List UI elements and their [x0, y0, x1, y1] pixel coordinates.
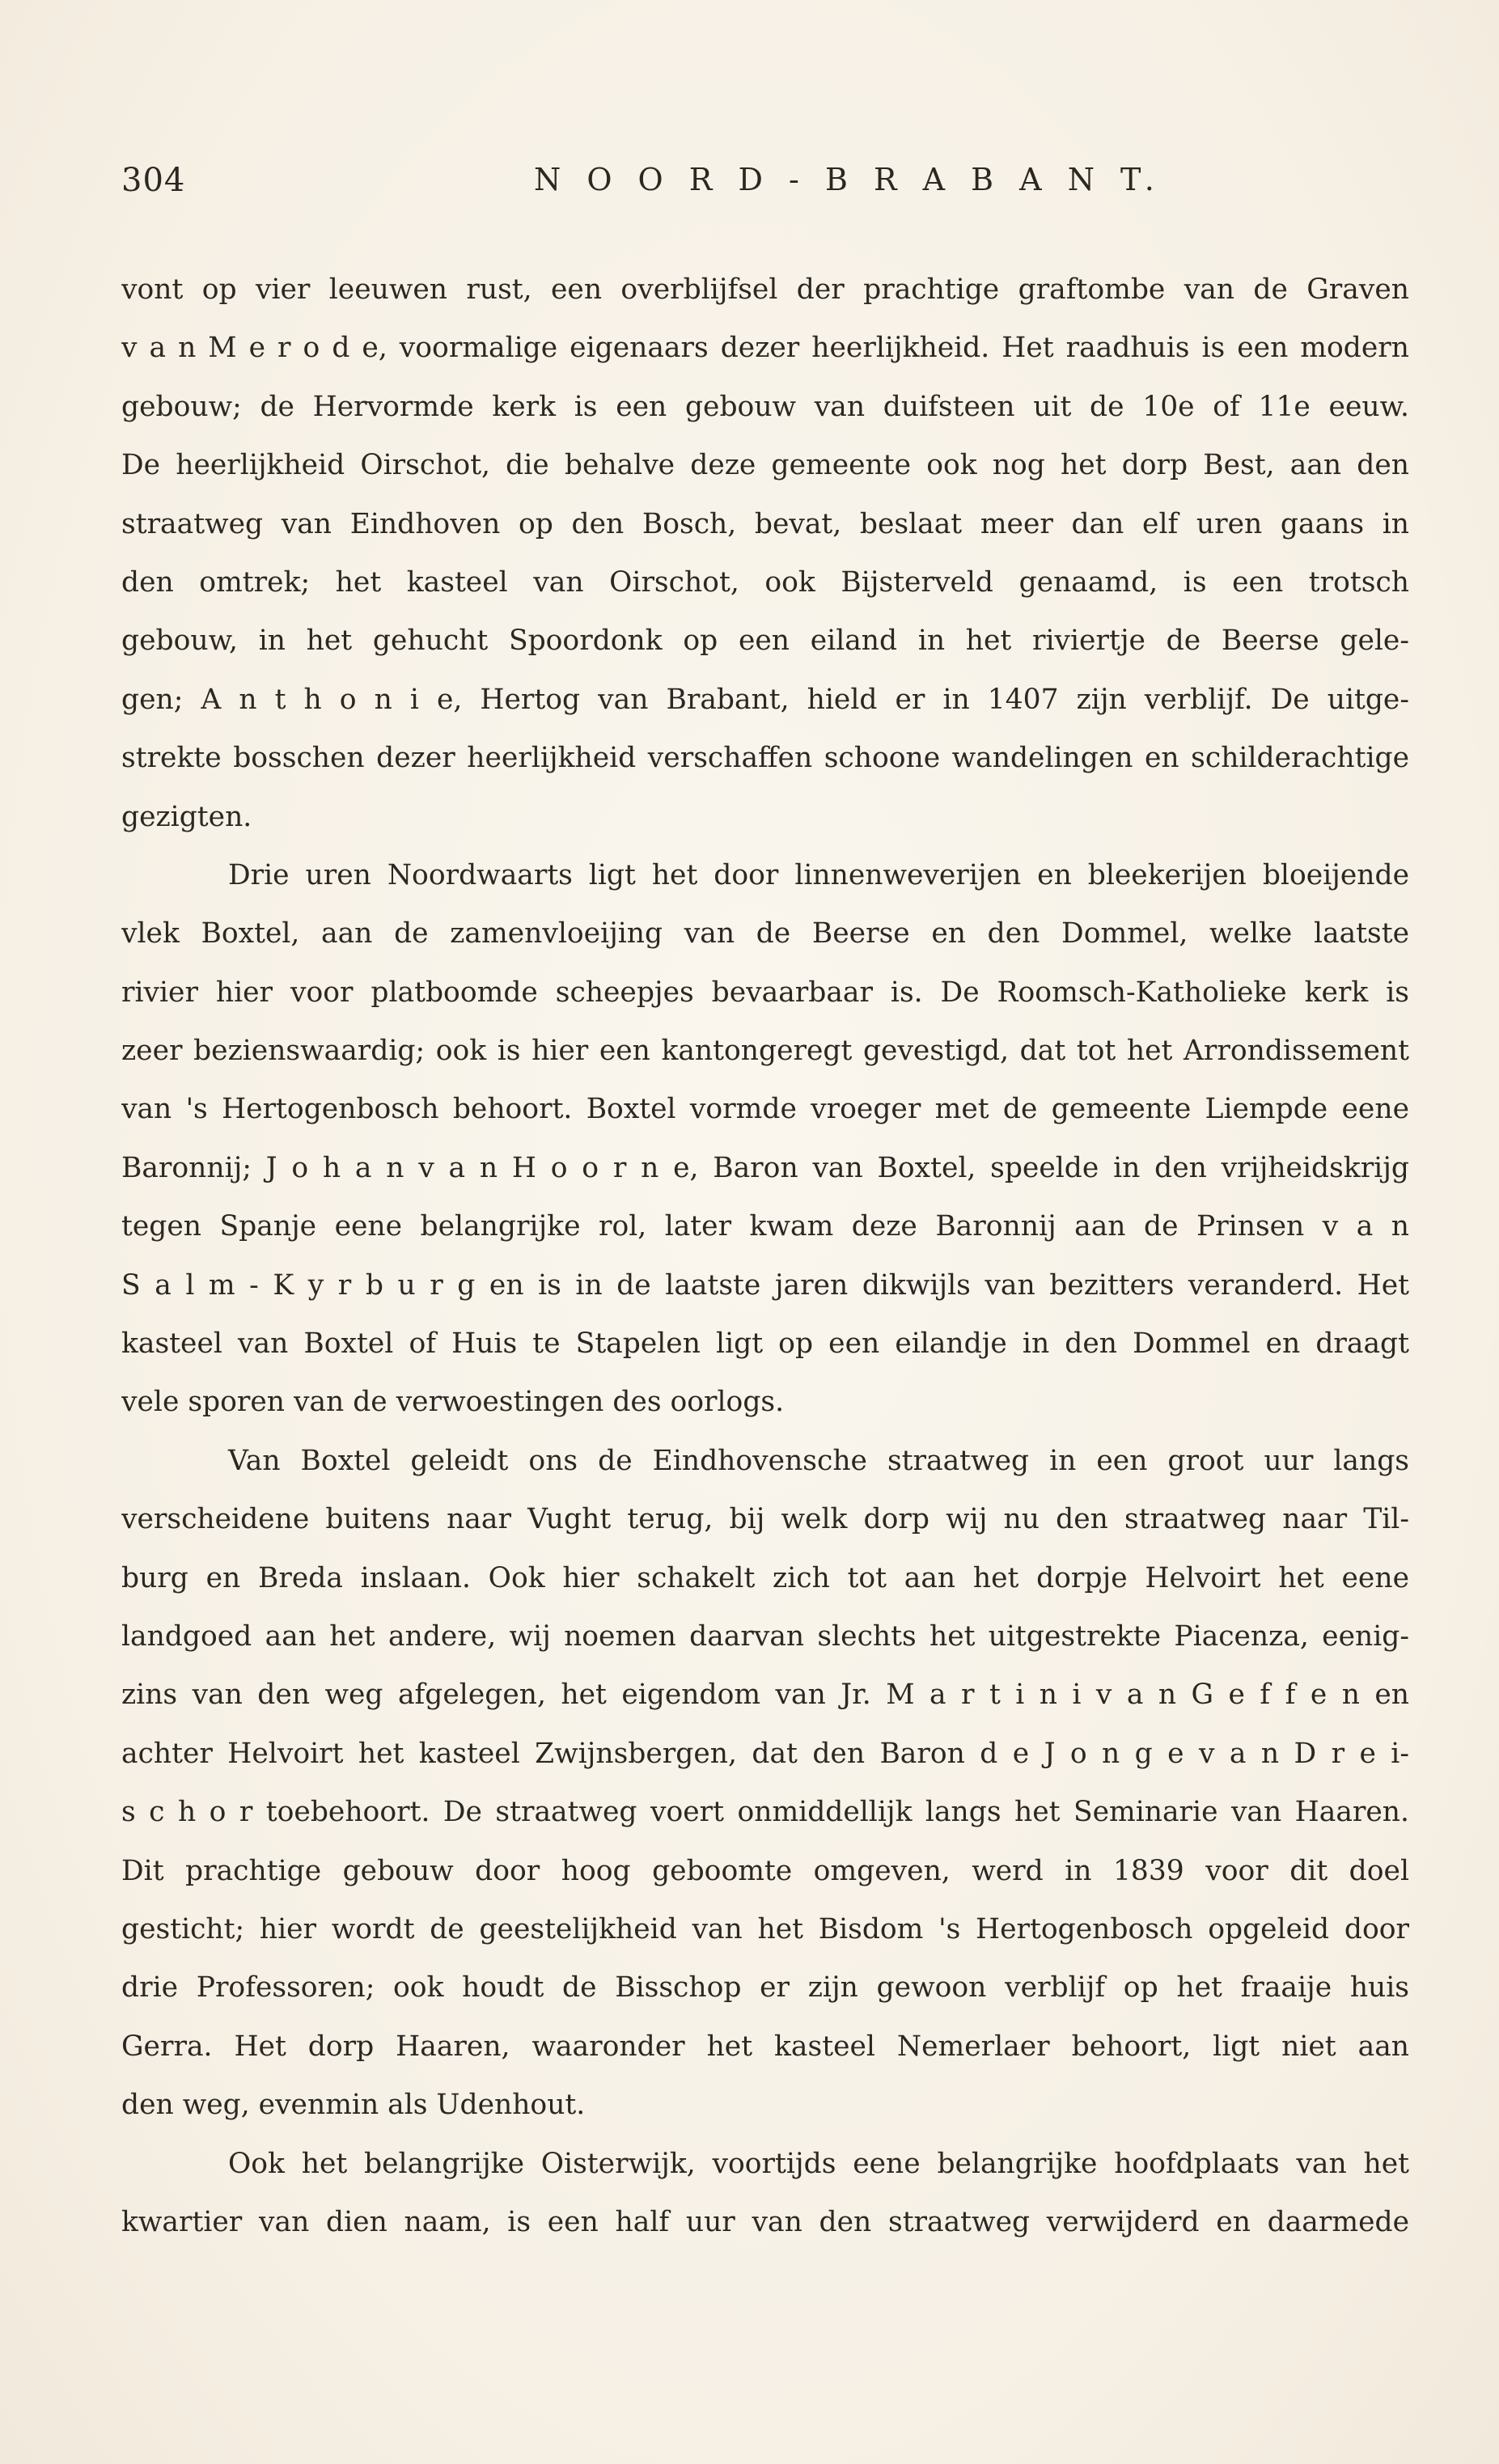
text-line: Van Boxtel geleidt ons de Eindhovensche straatweg in een groot uur langs — [228, 1444, 1409, 1477]
text-line: den omtrek; het kasteel van Oirschot, ook Bijsterveld genaamd, is een trotsch — [121, 565, 1409, 599]
text-line: achter Helvoirt het kasteel Zwijnsbergen, dat den Baron d e J o n g e v a n D r e i- — [121, 1737, 1409, 1770]
text-line: De heerlijkheid Oirschot, die behalve deze gemeente ook nog het dorp Best, aan den — [121, 449, 1409, 482]
paragraph-3 — [121, 1432, 1409, 2135]
text-line: verscheidene buitens naar Vught terug, bij welk dorp wij nu den straatweg naar Til- — [121, 1503, 1409, 1536]
text-line: kwartier van dien naam, is een half uur van den straatweg verwijderd en daarmede — [121, 2205, 1409, 2238]
text-line: Ook het belangrijke Oisterwijk, voortijds eene belangrijke hoofdplaats van het — [228, 2147, 1409, 2180]
text-line: kasteel van Boxtel of Huis te Stapelen ligt op een eilandje in den Dommel en draagt — [121, 1327, 1409, 1361]
text-line: den weg, evenmin als Udenhout. — [121, 2089, 586, 2122]
text-line: vlek Boxtel, aan de zamenvloeijing van de Beerse en den Dommel, welke laatste — [121, 917, 1409, 950]
text-line: burg en Breda inslaan. Ook hier schakelt zich tot aan het dorpje Helvoirt het eene — [121, 1561, 1409, 1594]
text-line: tegen Spanje eene belangrijke rol, later kwam deze Baronnij aan de Prinsen v a n — [121, 1210, 1409, 1243]
text-line: vont op vier leeuwen rust, een overblijfsel der prachtige graftombe van de Graven — [121, 273, 1409, 306]
text-line: s c h o r toebehoort. De straatweg voert onmiddellijk langs het Seminarie van Haaren. — [121, 1796, 1409, 1829]
text-line: Dit prachtige gebouw door hoog geboomte omgeven, werd in 1839 voor dit doel — [121, 1854, 1409, 1887]
text-line: gesticht; hier wordt de geestelijkheid van het Bisdom 's Hertogenbosch opgeleid door — [121, 1912, 1409, 1945]
text-line: Drie uren Noordwaarts ligt het door linnenweverijen en bleekerijen bloeijende — [228, 858, 1409, 891]
text-line: drie Professoren; ook houdt de Bisschop er zijn gewoon verblijf op het fraaije huis — [121, 1971, 1409, 2005]
page-number: 304 — [121, 162, 186, 199]
body-text — [121, 260, 1409, 2251]
text-line: v a n M e r o d e, voormalige eigenaars dezer heerlijkheid. Het raadhuis is een modern — [121, 332, 1409, 365]
text-line: van 's Hertogenbosch behoort. Boxtel vormde vroeger met de gemeente Liempde eene — [121, 1093, 1409, 1126]
paragraph-4 — [121, 2135, 1409, 2252]
text-line: landgoed aan het andere, wij noemen daarvan slechts het uitgestrekte Piacenza, eenig- — [121, 1619, 1409, 1653]
running-head — [121, 162, 1408, 210]
text-line: zins van den weg afgelegen, het eigendom van Jr. M a r t i n i v a n G e f f e n en — [121, 1679, 1409, 1712]
text-line: gen; A n t h o n i e, Hertog van Brabant, hield er in 1407 zijn verblijf. De uitge- — [121, 683, 1409, 716]
text-line: zeer bezienswaardig; ook is hier een kantongeregt gevestigd, dat tot het Arrondissement — [121, 1035, 1409, 1068]
text-line: gezigten. — [121, 800, 252, 833]
text-line: Gerra. Het dorp Haaren, waaronder het kasteel Nemerlaer behoort, ligt niet aan — [121, 2030, 1409, 2063]
paragraph-2 — [121, 846, 1409, 1432]
running-title: N O O R D - B R A B A N T. — [534, 162, 1162, 197]
text-line: gebouw; de Hervormde kerk is een gebouw van duifsteen uit de 10e of 11e eeuw. — [121, 390, 1409, 423]
text-line: rivier hier voor platboomde scheepjes bevaarbaar is. De Roomsch-Katholieke kerk is — [121, 976, 1409, 1009]
paragraph-1 — [121, 260, 1409, 846]
text-line: strekte bosschen dezer heerlijkheid verschaffen schoone wandelingen en schilderachtige — [121, 742, 1409, 775]
text-line: vele sporen van de verwoestingen des oorlogs. — [121, 1386, 785, 1419]
text-line: Baronnij; J o h a n v a n H o o r n e, Baron van Boxtel, speelde in den vrijheidskrijg — [121, 1151, 1409, 1184]
text-line: gebouw, in het gehucht Spoordonk op een eiland in het riviertje de Beerse gele- — [121, 624, 1409, 658]
text-line: S a l m - K y r b u r g en is in de laatste jaren dikwijls van bezitters veranderd. Het — [121, 1268, 1409, 1302]
text-line: straatweg van Eindhoven op den Bosch, bevat, beslaat meer dan elf uren gaans in — [121, 507, 1409, 540]
